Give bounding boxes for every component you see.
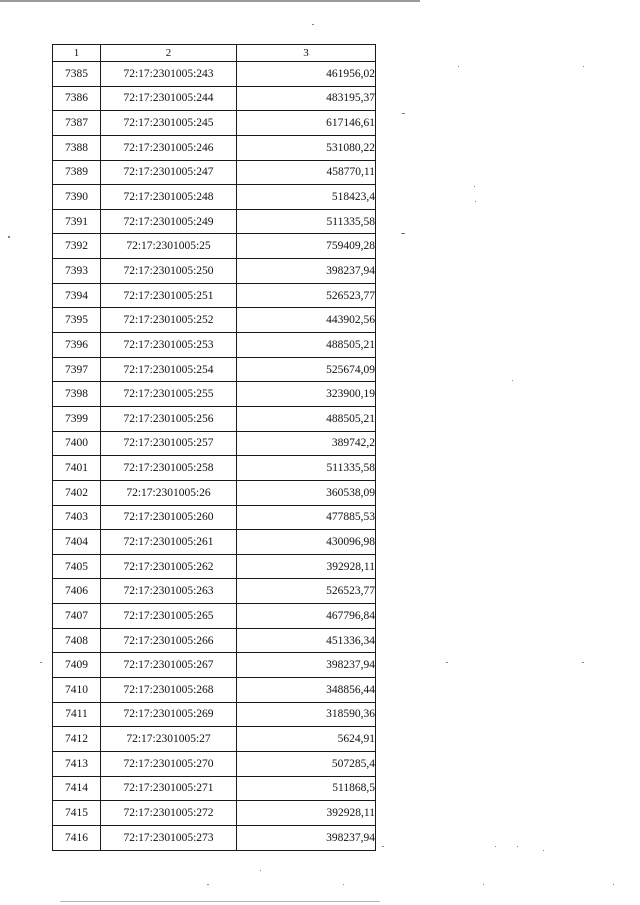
value-cell: 511335,58	[237, 209, 376, 234]
value-cell: 518423,4	[237, 185, 376, 210]
table-row	[53, 406, 376, 431]
table-row	[53, 135, 376, 160]
cadastral-number-cell: 72:17:2301005:271	[101, 776, 237, 801]
table-row	[53, 308, 376, 333]
table-row	[53, 604, 376, 629]
table-row	[53, 209, 376, 234]
cadastral-number-cell: 72:17:2301005:257	[101, 431, 237, 456]
scan-speck	[483, 884, 484, 885]
table-row	[53, 283, 376, 308]
scan-speck	[475, 201, 476, 202]
table-row	[53, 62, 376, 87]
table-body	[53, 62, 376, 851]
bottom-border-line	[60, 901, 380, 902]
row-number-cell: 7398	[53, 382, 101, 407]
value-cell: 759409,28	[237, 234, 376, 259]
row-number-cell: 7403	[53, 505, 101, 530]
row-number-cell: 7414	[53, 776, 101, 801]
value-cell: 507285,4	[237, 751, 376, 776]
cadastral-number-cell: 72:17:2301005:254	[101, 357, 237, 382]
cadastral-number-cell: 72:17:2301005:26	[101, 480, 237, 505]
cadastral-number-cell: 72:17:2301005:251	[101, 283, 237, 308]
row-number-cell: 7410	[53, 678, 101, 703]
scan-speck	[260, 870, 261, 871]
row-number-cell: 7395	[53, 308, 101, 333]
table-row	[53, 480, 376, 505]
value-cell: 392928,11	[237, 801, 376, 826]
table-row	[53, 259, 376, 284]
scan-speck	[474, 186, 475, 187]
scan-speck	[543, 850, 544, 851]
table-row	[53, 111, 376, 136]
row-number-cell: 7408	[53, 628, 101, 653]
value-cell: 389742,2	[237, 431, 376, 456]
scan-speck	[402, 113, 405, 114]
value-cell: 525674,09	[237, 357, 376, 382]
table-row	[53, 86, 376, 111]
value-cell: 5624,91	[237, 727, 376, 752]
value-cell: 398237,94	[237, 825, 376, 850]
cadastral-number-cell: 72:17:2301005:253	[101, 333, 237, 358]
row-number-cell: 7401	[53, 456, 101, 481]
table-row	[53, 185, 376, 210]
value-cell: 526523,77	[237, 283, 376, 308]
table-row	[53, 702, 376, 727]
cadastral-number-cell: 72:17:2301005:247	[101, 160, 237, 185]
table-row	[53, 505, 376, 530]
scan-speck	[613, 884, 614, 885]
row-number-cell: 7409	[53, 653, 101, 678]
scan-speck	[512, 380, 513, 381]
column-header-value: 3	[237, 45, 376, 62]
value-cell: 360538,09	[237, 480, 376, 505]
cadastral-number-cell: 72:17:2301005:268	[101, 678, 237, 703]
table-row	[53, 554, 376, 579]
cadastral-number-cell: 72:17:2301005:244	[101, 86, 237, 111]
row-number-cell: 7394	[53, 283, 101, 308]
table-row	[53, 751, 376, 776]
row-number-cell: 7416	[53, 825, 101, 850]
cadastral-number-cell: 72:17:2301005:261	[101, 530, 237, 555]
scan-speck	[382, 846, 384, 847]
table-row	[53, 801, 376, 826]
value-cell: 511335,58	[237, 456, 376, 481]
scan-speck	[8, 236, 10, 238]
row-number-cell: 7405	[53, 554, 101, 579]
cadastral-number-cell: 72:17:2301005:272	[101, 801, 237, 826]
cadastral-number-cell: 72:17:2301005:27	[101, 727, 237, 752]
row-number-cell: 7400	[53, 431, 101, 456]
value-cell: 483195,37	[237, 86, 376, 111]
value-cell: 348856,44	[237, 678, 376, 703]
cadastral-number-cell: 72:17:2301005:262	[101, 554, 237, 579]
row-number-cell: 7387	[53, 111, 101, 136]
row-number-cell: 7385	[53, 62, 101, 87]
cadastral-number-cell: 72:17:2301005:250	[101, 259, 237, 284]
value-cell: 443902,56	[237, 308, 376, 333]
row-number-cell: 7404	[53, 530, 101, 555]
value-cell: 398237,94	[237, 653, 376, 678]
cadastral-number-cell: 72:17:2301005:267	[101, 653, 237, 678]
cadastral-number-cell: 72:17:2301005:270	[101, 751, 237, 776]
scan-speck	[582, 662, 584, 663]
value-cell: 451336,34	[237, 628, 376, 653]
scan-speck	[495, 846, 496, 847]
value-cell: 511868,5	[237, 776, 376, 801]
cadastral-number-cell: 72:17:2301005:246	[101, 135, 237, 160]
table-row	[53, 357, 376, 382]
table-row	[53, 382, 376, 407]
row-number-cell: 7393	[53, 259, 101, 284]
value-cell: 323900,19	[237, 382, 376, 407]
top-border-line	[0, 0, 420, 2]
column-header-code: 2	[101, 45, 237, 62]
row-number-cell: 7391	[53, 209, 101, 234]
row-number-cell: 7406	[53, 579, 101, 604]
scan-speck	[312, 24, 314, 25]
table-header-row	[53, 45, 376, 62]
row-number-cell: 7413	[53, 751, 101, 776]
cadastral-number-cell: 72:17:2301005:263	[101, 579, 237, 604]
value-cell: 398237,94	[237, 259, 376, 284]
cadastral-number-cell: 72:17:2301005:269	[101, 702, 237, 727]
row-number-cell: 7397	[53, 357, 101, 382]
value-cell: 458770,11	[237, 160, 376, 185]
table-row	[53, 579, 376, 604]
scan-speck	[40, 662, 42, 663]
table-row	[53, 333, 376, 358]
value-cell: 531080,22	[237, 135, 376, 160]
cadastral-number-cell: 72:17:2301005:252	[101, 308, 237, 333]
cadastral-number-cell: 72:17:2301005:256	[101, 406, 237, 431]
scan-speck	[446, 662, 448, 663]
cadastral-number-cell: 72:17:2301005:258	[101, 456, 237, 481]
scan-speck	[583, 66, 584, 67]
cadastral-number-cell: 72:17:2301005:273	[101, 825, 237, 850]
row-number-cell: 7412	[53, 727, 101, 752]
value-cell: 461956,02	[237, 62, 376, 87]
table-row	[53, 628, 376, 653]
value-cell: 488505,21	[237, 406, 376, 431]
table-row	[53, 825, 376, 850]
row-number-cell: 7388	[53, 135, 101, 160]
cadastral-number-cell: 72:17:2301005:249	[101, 209, 237, 234]
row-number-cell: 7389	[53, 160, 101, 185]
scan-speck	[458, 66, 459, 67]
scan-speck	[343, 884, 344, 885]
row-number-cell: 7411	[53, 702, 101, 727]
row-number-cell: 7407	[53, 604, 101, 629]
cadastral-number-cell: 72:17:2301005:243	[101, 62, 237, 87]
value-cell: 467796,84	[237, 604, 376, 629]
cadastral-value-table	[52, 44, 376, 851]
row-number-cell: 7390	[53, 185, 101, 210]
table-row	[53, 456, 376, 481]
scan-speck	[517, 846, 518, 847]
cadastral-number-cell: 72:17:2301005:260	[101, 505, 237, 530]
table-row	[53, 776, 376, 801]
row-number-cell: 7402	[53, 480, 101, 505]
cadastral-number-cell: 72:17:2301005:266	[101, 628, 237, 653]
value-cell: 617146,61	[237, 111, 376, 136]
table-row	[53, 431, 376, 456]
value-cell: 488505,21	[237, 333, 376, 358]
cadastral-number-cell: 72:17:2301005:265	[101, 604, 237, 629]
value-cell: 430096,98	[237, 530, 376, 555]
table-row	[53, 678, 376, 703]
table-row	[53, 653, 376, 678]
value-cell: 526523,77	[237, 579, 376, 604]
row-number-cell: 7396	[53, 333, 101, 358]
row-number-cell: 7399	[53, 406, 101, 431]
cadastral-number-cell: 72:17:2301005:248	[101, 185, 237, 210]
cadastral-number-cell: 72:17:2301005:25	[101, 234, 237, 259]
table-row	[53, 234, 376, 259]
value-cell: 477885,53	[237, 505, 376, 530]
table-row	[53, 530, 376, 555]
scan-speck	[401, 233, 405, 234]
row-number-cell: 7386	[53, 86, 101, 111]
scan-speck	[207, 884, 209, 885]
table-row	[53, 727, 376, 752]
cadastral-number-cell: 72:17:2301005:255	[101, 382, 237, 407]
cadastral-number-cell: 72:17:2301005:245	[101, 111, 237, 136]
column-header-number: 1	[53, 45, 101, 62]
row-number-cell: 7415	[53, 801, 101, 826]
row-number-cell: 7392	[53, 234, 101, 259]
table-row	[53, 160, 376, 185]
value-cell: 392928,11	[237, 554, 376, 579]
value-cell: 318590,36	[237, 702, 376, 727]
